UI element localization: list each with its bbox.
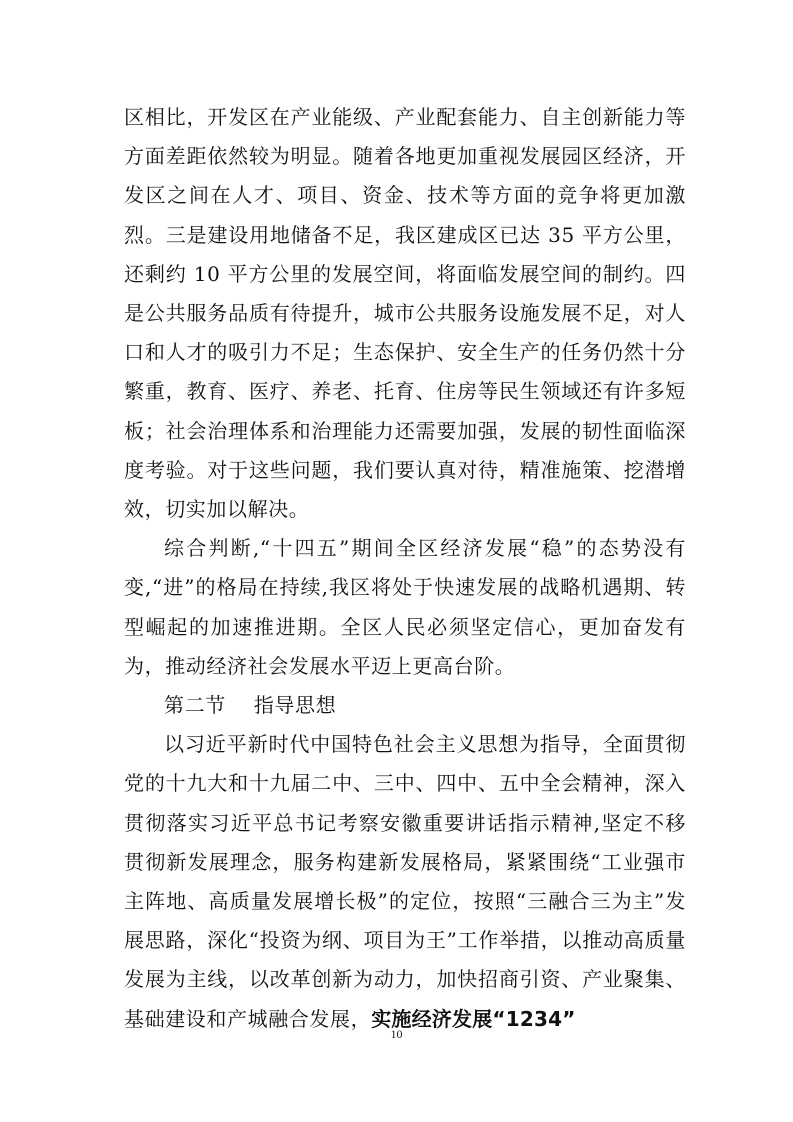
section-title: 指导思想 xyxy=(253,693,337,718)
section-number: 第二节 xyxy=(164,693,226,718)
page-number: 10 xyxy=(390,1027,403,1041)
body-text xyxy=(124,98,686,1039)
paragraph-problems: 区相比，开发区在产业能级、产业配套能力、自主创新能力等方面差距依然较为明显。随着各地更加重视发展园区经济，开发区之间在人才、项目、资金、技术等方面的竞争将更加激烈。三是建设用地储备不足，我区建成区已达 35 平方公里，还剩约 10 平方公里的发展空间，将面临发展空间的制约。四是公共服务品质有待提升，城市公共服务设施发展不足，对人口和人才的吸引力不足；生态保护、安全生产的任务仍然十分繁重，教育、医疗、养老、托育、住房等民生领域还有许多短板；社会治理体系和治理能力还需要加强，发展的韧性面临深度考验。对于这些问题，我们要认真对待，精准施策、挖潜增效，切实加以解决。 xyxy=(124,105,686,522)
paragraph-overall-judgment: 综合判断,“十四五”期间全区经济发展“稳”的态势没有变,“进”的格局在持续,我区将处于快速发展的战略机遇期、转型崛起的加速推进期。全区人民必须坚定信心，更加奋发有为，推动经济社会发展水平迈上更高台阶。 xyxy=(124,536,686,678)
guiding-ideology-bold-text: 实施经济发展“1234” xyxy=(371,1006,576,1031)
paragraph-guiding-ideology xyxy=(124,725,686,1039)
section-heading xyxy=(124,686,686,725)
guiding-ideology-text: 以习近平新时代中国特色社会主义思想为指导，全面贯彻党的十九大和十九届二中、三中、四中、五中全会精神，深入贯彻落实习近平总书记考察安徽重要讲话指示精神,坚定不移贯彻新发展理念，服务构建新发展格局，紧紧围绕“工业强市主阵地、高质量发展增长极”的定位，按照“三融合三为主”发展思路，深化“投资为纲、项目为王”工作举措，以推动高质量发展为主线，以改革创新为动力，加快招商引资、产业聚集、基础建设和产城融合发展， xyxy=(124,732,686,1031)
